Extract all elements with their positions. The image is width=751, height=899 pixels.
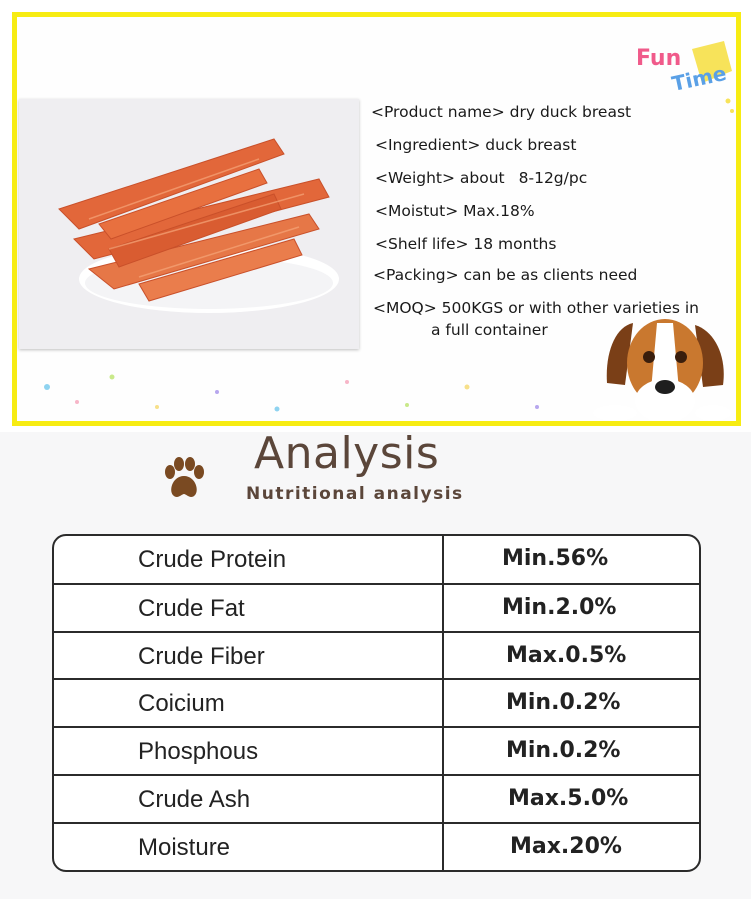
nutrient-name: Phosphous (138, 738, 259, 765)
nutrient-value: Max.5.0% (508, 786, 629, 811)
spec-moisture: <Moistut> Max.18% (375, 202, 535, 220)
nutrient-value: Max.20% (510, 834, 622, 859)
fun-time-logo (632, 31, 741, 121)
spec-packing: <Packing> can be as clients need (373, 266, 638, 284)
table-row (54, 678, 699, 727)
table-row (54, 583, 699, 632)
spec-product-name: <Product name> dry duck breast (371, 103, 632, 121)
table-row (54, 822, 699, 871)
svg-text:Fun: Fun (636, 46, 682, 71)
nutrient-name: Crude Protein (138, 546, 287, 573)
nutrient-value: Min.56% (502, 546, 609, 571)
table-row (54, 536, 699, 583)
spec-weight (375, 169, 587, 187)
nutrient-value: Max.0.5% (506, 643, 627, 668)
nutrient-name: Coicium (138, 690, 225, 717)
paw-icon (160, 456, 208, 500)
nutrient-value: Min.2.0% (502, 595, 617, 620)
analysis-subtitle: Nutritional analysis (246, 484, 464, 504)
spec-weight-label: <Weight> about (375, 169, 505, 187)
beagle-dog-image (585, 313, 735, 423)
spec-ingredient: <Ingredient> duck breast (375, 136, 577, 154)
nutrient-name: Crude Ash (138, 786, 251, 813)
table-row (54, 774, 699, 823)
nutrient-name: Crude Fiber (138, 643, 265, 670)
nutrition-table (52, 534, 701, 872)
product-info-panel (12, 12, 741, 426)
nutrient-name: Crude Fat (138, 595, 245, 622)
nutrient-value: Min.0.2% (506, 690, 621, 715)
nutritional-analysis-panel (0, 428, 751, 899)
svg-text:Time: Time (669, 61, 729, 96)
table-row (54, 726, 699, 775)
spec-shelf-life: <Shelf life> 18 months (375, 235, 557, 253)
analysis-title: Analysis (254, 428, 440, 479)
spec-weight-value: 8-12g/pc (518, 169, 588, 187)
spec-moq-continuation: a full container (431, 321, 548, 339)
nutrient-value: Min.0.2% (506, 738, 621, 763)
table-row (54, 631, 699, 680)
spec-moq: <MOQ> 500KGS or with other varieties in (373, 299, 699, 317)
duck-breast-photo (19, 99, 359, 349)
nutrient-name: Moisture (138, 834, 231, 861)
